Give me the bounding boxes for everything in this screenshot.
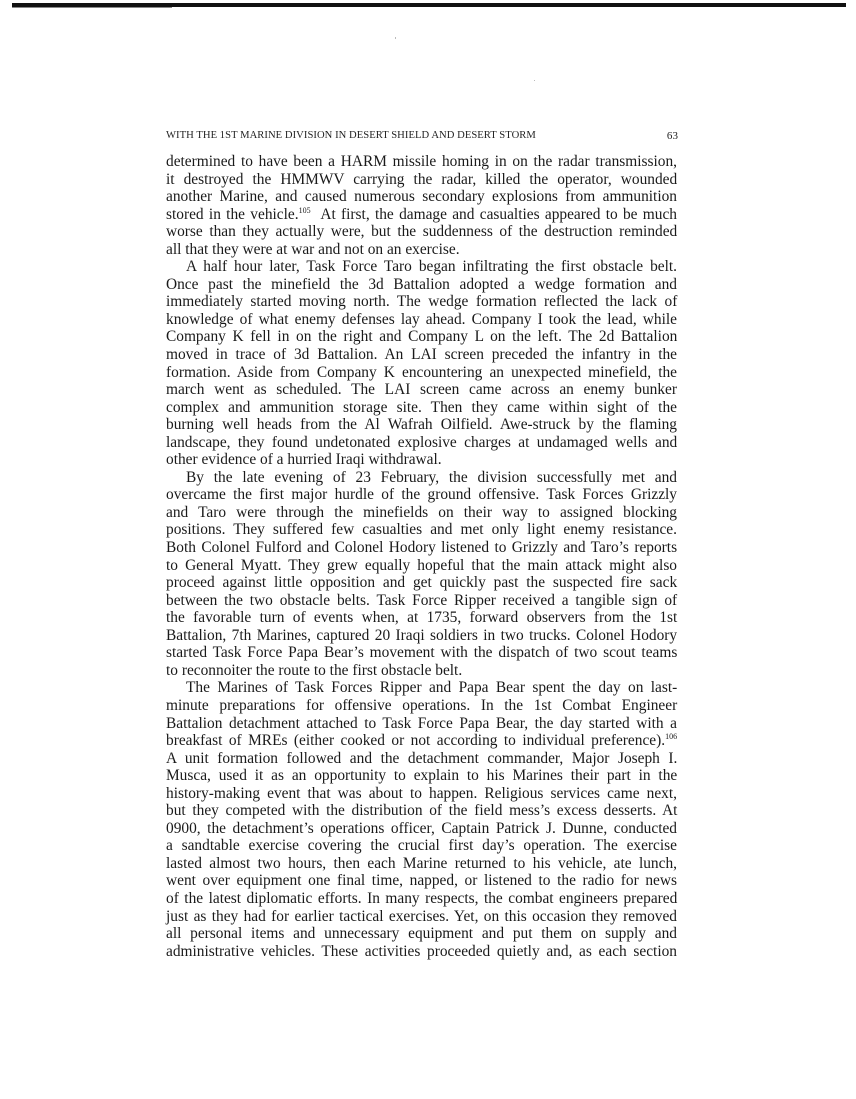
line-text: Company K fell in on the right and Company L on the left. The 2d Battalion [166,328,678,346]
line-text: lasted almost two hours, then each Marine returned to his vehicle, ate lunch, [166,854,677,872]
text-line [166,171,677,189]
line-text: other evidence of a hurried Iraqi withdrawal. [166,451,442,469]
text-line [166,276,677,294]
text-line [166,434,677,452]
text-line [166,943,677,961]
line-text: another Marine, and caused numerous secondary explosions from ammunition [166,188,677,206]
line-text: immediately started moving north. The wedge formation reflected the lack of [166,293,678,311]
text-line [166,679,677,697]
line-text: breakfast of MREs (either cooked or not according to individual preference). [166,732,666,750]
text-line [166,293,677,311]
scan-top-border-shadow [12,7,172,8]
text-line [166,855,677,873]
line-text: administrative vehicles. These activities proceeded quietly and, as each section [166,942,677,960]
scan-speck [395,37,396,39]
text-line [166,188,677,206]
line-text: moved in trace of 3d Battalion. An LAI screen preceded the infantry in the [166,346,677,364]
line-text: proceed against little opposition and get quickly past the suspected fire sack [166,574,678,592]
text-line [166,609,677,627]
line-text: history-making event that was about to happen. Religious services came next, [166,784,677,802]
line-text: positions. They suffered few casualties and met only light enemy resistance. [166,521,677,539]
line-text: stored in the vehicle. [166,205,299,223]
line-text: overcame the first major hurdle of the ground offensive. Task Forces Grizzly [166,486,677,504]
text-line [166,258,677,276]
line-text: burning well heads from the Al Wafrah Oilfield. Awe-struck by the flaming [166,416,677,434]
running-head-title: WITH THE 1ST MARINE DIVISION IN DESERT SHIELD AND DESERT STORM [166,130,536,141]
text-line [166,785,677,803]
text-line [166,328,677,346]
text-line [166,486,677,504]
text-line [166,381,677,399]
text-line [166,521,677,539]
line-text: Once past the minefield the 3d Battalion adopted a wedge formation and [166,275,677,293]
running-head [166,130,678,146]
text-line [166,346,677,364]
page-number: 63 [666,130,678,142]
line-text: between the two obstacle belts. Task Force Ripper received a tangible sign of [166,591,678,609]
line-text: to General Myatt. They grew equally hopeful that the main attack might also [166,556,677,574]
text-line [166,767,677,785]
line-text: just as they had for earlier tactical exercises. Yet, on this occasion they removed [166,907,677,925]
body-text [166,153,677,960]
text-line [166,399,677,417]
text-line [166,908,677,926]
text-line [166,364,677,382]
text-line [166,697,677,715]
line-text: determined to have been a HARM missile homing in on the radar transmission, [166,153,677,170]
text-line [166,925,677,943]
text-line [166,311,677,329]
line-text: A unit formation followed and the detachment commander, Major Joseph I. [166,749,678,767]
line-text: all personal items and unnecessary equipment and put them on supply and [166,925,677,943]
line-text: knowledge of what enemy defenses lay ahead. Company I took the lead, while [166,310,677,328]
text-line [166,890,677,908]
line-text: the favorable turn of events when, at 1735, forward observers from the 1st [166,609,678,627]
line-text: Battalion, 7th Marines, captured 20 Iraqi soldiers in two trucks. Colonel Hodory [166,626,678,644]
line-text: A half hour later, Task Force Taro began infiltrating the first obstacle belt. [186,258,677,276]
text-line [166,592,677,610]
text-line [166,557,677,575]
footnote-marker: 105 [298,205,311,215]
line-text: started Task Force Papa Bear’s movement with the dispatch of two scout teams [166,644,678,662]
line-text: 0900, the detachment’s operations officer, Captain Patrick J. Dunne, conducted [166,819,677,837]
line-text: and Taro were through the minefields on their way to assigned blocking [166,503,677,521]
line-text: Battalion detachment attached to Task Force Papa Bear, the day started with a [166,714,677,732]
text-line [166,627,677,645]
line-text: complex and ammunition storage site. Then they came within sight of the [166,398,677,416]
line-text: worse than they actually were, but the suddenness of the destruction reminded [166,223,678,241]
text-line [166,241,677,259]
line-text: all that they were at war and not on an exercise. [166,240,460,258]
line-text: a sandtable exercise covering the crucial first day’s operation. The exercise [166,837,677,855]
text-line [166,469,677,487]
paragraph [166,469,677,680]
line-text: went over equipment one final time, napped, or listened to the radio for news [166,872,677,890]
paragraph [166,153,677,258]
line-text: The Marines of Task Forces Ripper and Papa Bear spent the day on last- [186,679,678,697]
text-line [166,574,677,592]
text-line [166,504,677,522]
line-text: Musca, used it as an opportunity to explain to his Marines their part in the [166,767,678,785]
line-text: formation. Aside from Company K encountering an unexpected minefield, the [166,363,677,381]
text-line [166,416,677,434]
text-line [166,820,677,838]
text-line [166,715,677,733]
text-line [166,539,677,557]
footnote-marker: 106 [665,732,678,742]
line-text: of the latest diplomatic efforts. In many respects, the combat engineers prepared [166,889,678,907]
line-text: landscape, they found undetonated explosive charges at undamaged wells and [166,433,678,451]
line-text: but they competed with the distribution of the field mess’s excess desserts. At [166,802,678,820]
paragraph [166,679,677,960]
line-text: minute preparations for offensive operations. In the 1st Combat Engineer [166,696,678,714]
text-line [166,206,677,224]
line-text-continued: At first, the damage and casualties appeared to be much [310,205,677,223]
scan-speck [534,80,535,81]
line-text: By the late evening of 23 February, the division successfully met and [186,468,677,486]
text-line [166,662,677,680]
text-line [166,732,677,750]
text-line [166,153,677,171]
line-text: march went as scheduled. The LAI screen came across an enemy bunker [166,381,677,399]
text-line [166,644,677,662]
text-line [166,872,677,890]
text-line [166,223,677,241]
text-line [166,802,677,820]
line-text: it destroyed the HMMWV carrying the radar, killed the operator, wounded [166,170,678,188]
text-line [166,451,677,469]
line-text: Both Colonel Fulford and Colonel Hodory listened to Grizzly and Taro’s reports [166,539,678,557]
text-line [166,750,677,768]
line-text: to reconnoiter the route to the first obstacle belt. [166,661,463,679]
text-line [166,837,677,855]
paragraph [166,258,677,469]
